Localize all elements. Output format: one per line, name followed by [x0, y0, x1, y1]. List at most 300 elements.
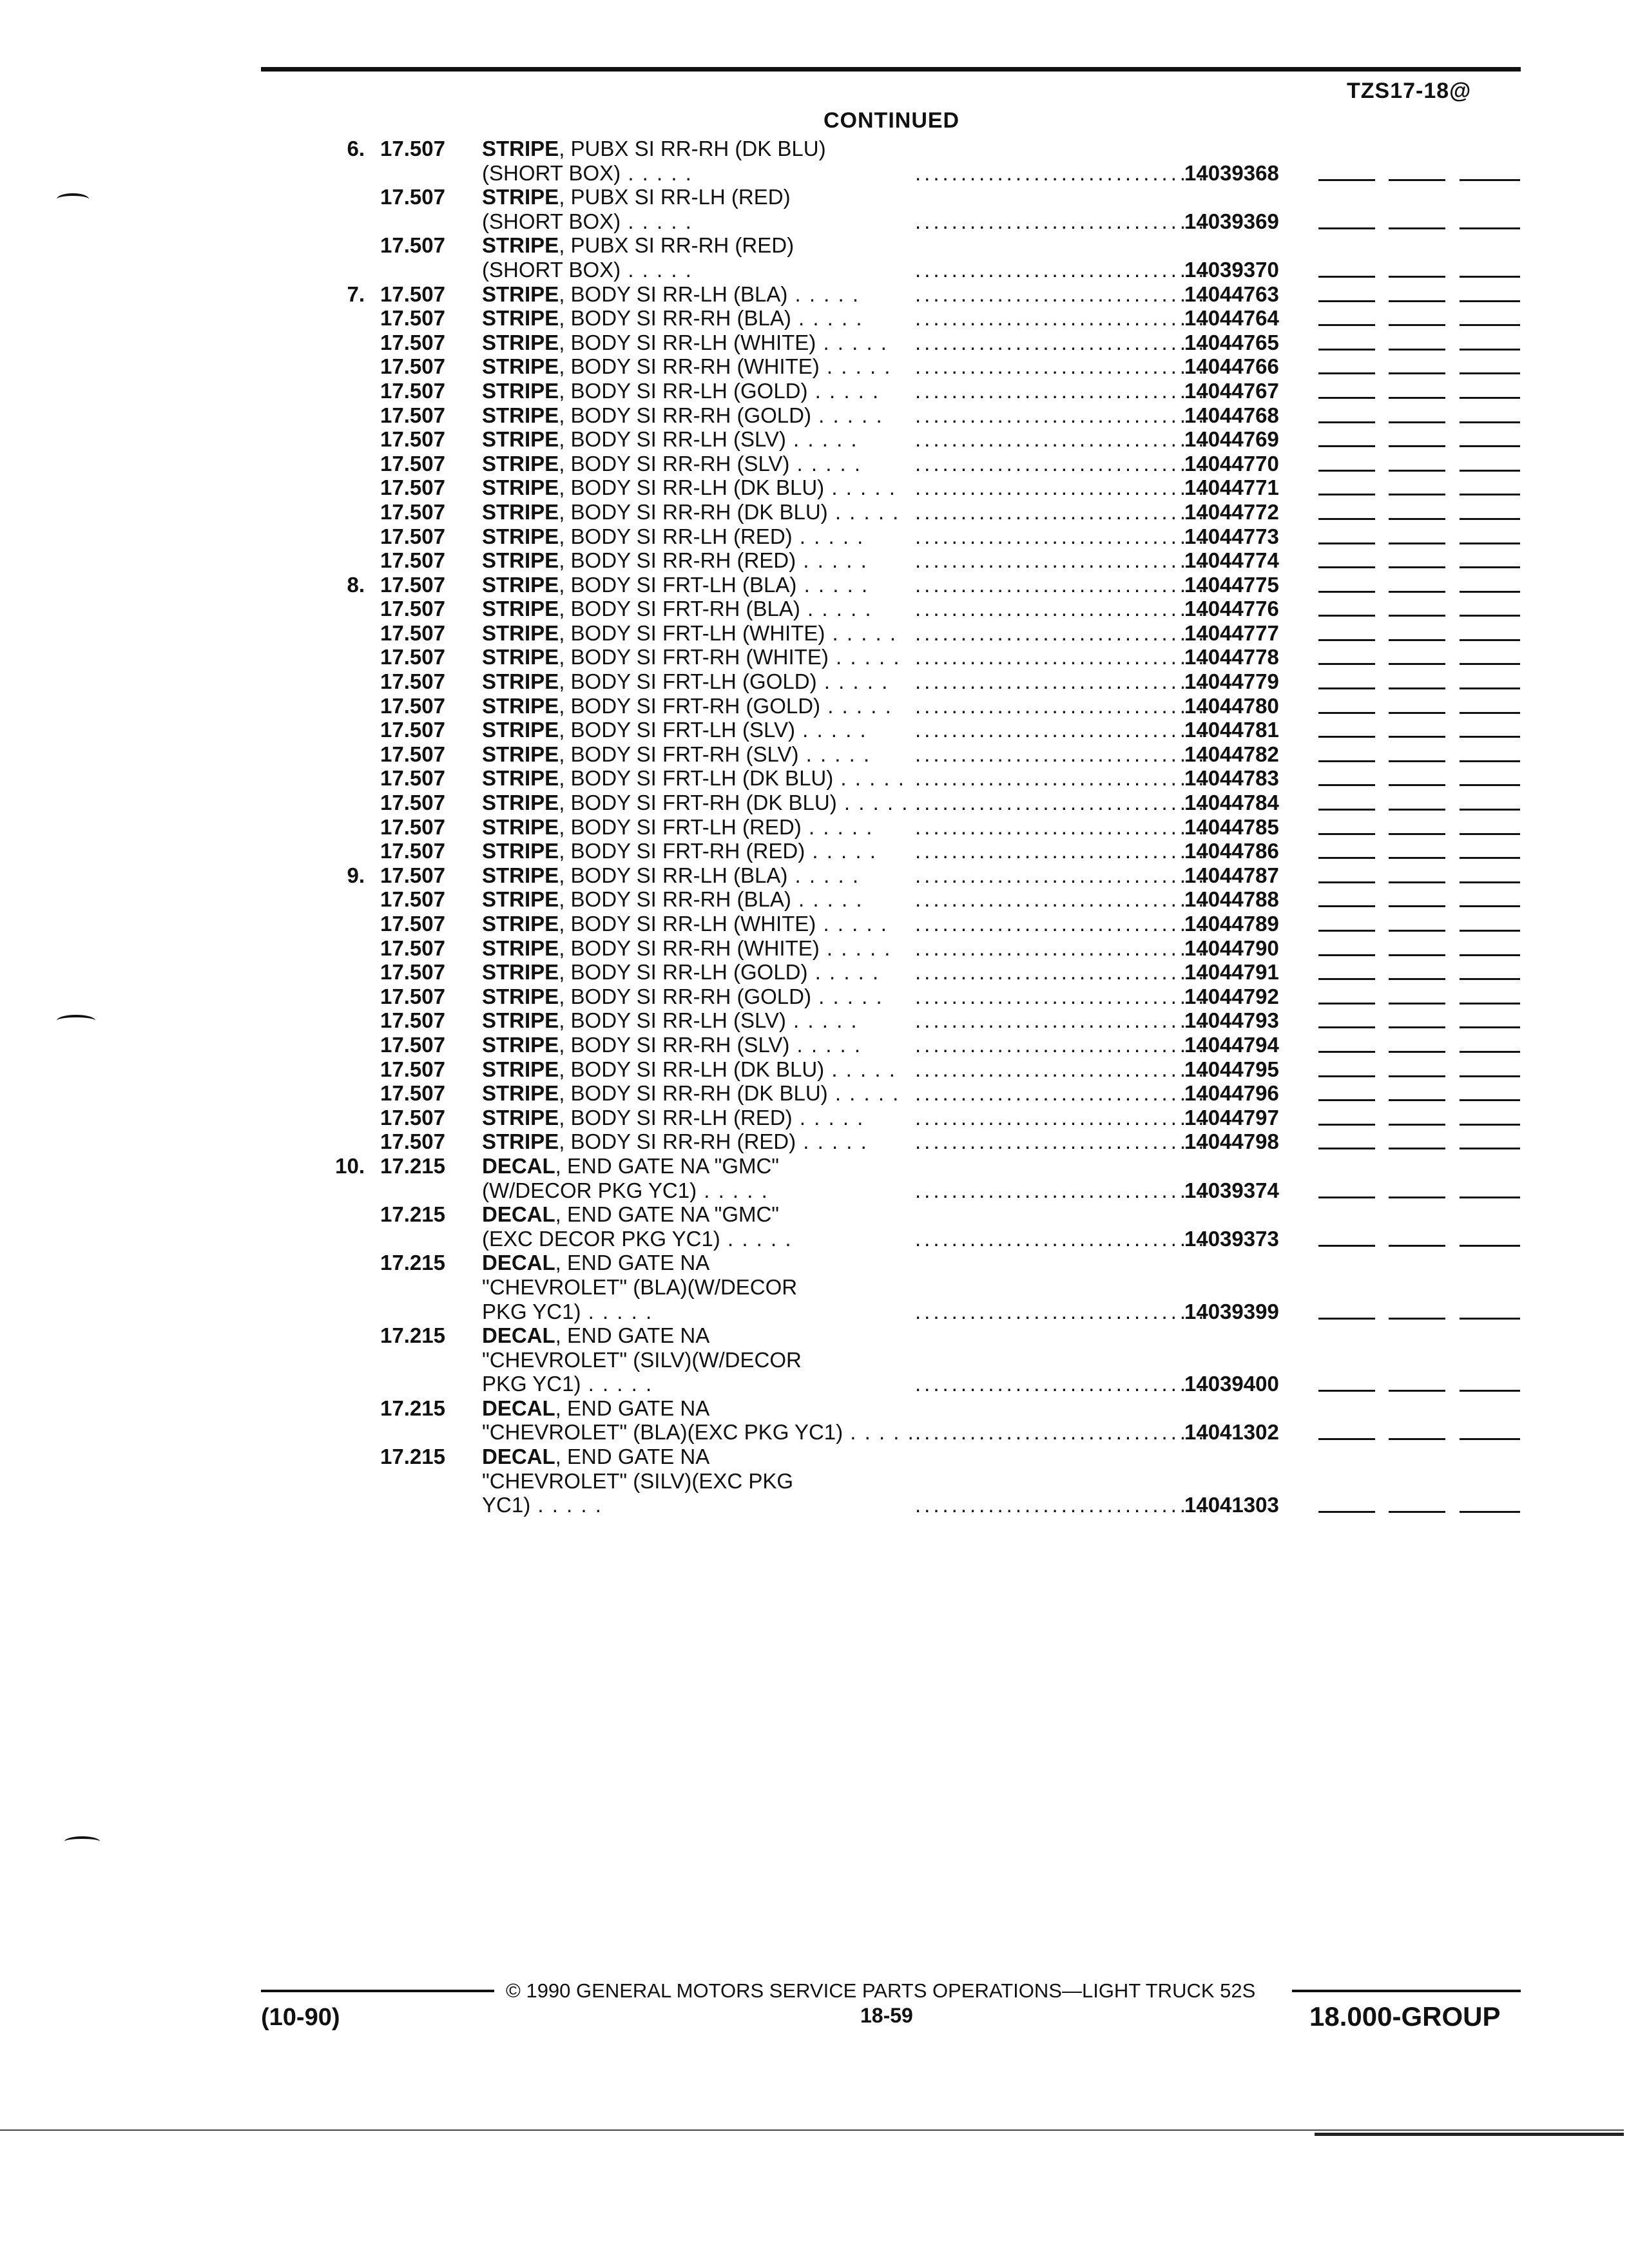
group-number: 17.507	[380, 1081, 445, 1106]
part-name: STRIPE	[482, 863, 559, 887]
leader-dots: . . . . .	[811, 403, 883, 427]
quantity-blank	[1318, 470, 1375, 472]
group-number: 17.507	[380, 137, 445, 160]
quantity-blank	[1389, 324, 1445, 326]
quantity-blank	[1460, 639, 1520, 641]
header-rule	[261, 67, 1521, 72]
leader-dots: ................................	[915, 1493, 1208, 1517]
part-name: STRIPE	[482, 620, 559, 645]
quantity-blank	[1389, 857, 1445, 859]
part-name: STRIPE	[482, 984, 559, 1008]
quantity-blank	[1318, 1075, 1375, 1077]
group-number: 17.215	[380, 1251, 445, 1275]
part-number: 14044791	[1184, 960, 1279, 985]
leader-dots: ................................	[915, 960, 1208, 985]
leader-dots: ................................	[915, 742, 1208, 766]
quantity-blank	[1389, 1148, 1445, 1149]
part-description	[482, 379, 880, 403]
part-number: 14039399	[1184, 1299, 1279, 1323]
part-number: 14044795	[1184, 1057, 1279, 1081]
part-detail: "CHEVROLET" (SILV)(EXC PKG	[482, 1468, 794, 1493]
part-name: STRIPE	[482, 1032, 559, 1057]
part-description	[482, 815, 873, 840]
group-number: 17.215	[380, 1396, 445, 1420]
leader-dots: ................................	[915, 330, 1208, 354]
binder-hole-mark	[64, 1836, 100, 1847]
item-index: 6.	[347, 137, 365, 160]
part-description	[482, 452, 862, 476]
part-detail: , BODY SI RR-RH (BLA)	[559, 887, 791, 912]
part-description	[482, 1396, 709, 1421]
part-number: 14044779	[1184, 669, 1279, 694]
leader-dots: ................................	[915, 814, 1208, 839]
leader-dots: . . . . .	[697, 1178, 769, 1202]
group-number: 17.507	[380, 306, 445, 331]
leader-dots: ................................	[915, 839, 1208, 863]
leader-dots: . . . . .	[789, 451, 862, 476]
part-detail: , BODY SI FRT-LH (WHITE)	[559, 620, 825, 645]
leader-dots: ................................	[915, 1420, 1208, 1445]
group-number: 17.507	[380, 1105, 445, 1129]
quantity-blank	[1389, 833, 1445, 835]
table-row	[0, 1420, 1629, 1445]
table-row	[0, 379, 1629, 403]
part-name: STRIPE	[482, 1129, 559, 1154]
part-description	[482, 1178, 769, 1203]
part-description	[482, 887, 863, 912]
leader-dots: . . . . .	[786, 427, 858, 452]
part-description	[482, 1420, 915, 1445]
leader-dots: ................................	[915, 887, 1208, 912]
part-detail: , END GATE NA	[555, 1396, 710, 1420]
part-description	[482, 1154, 779, 1178]
part-description	[482, 354, 891, 379]
part-detail: , BODY SI FRT-RH (BLA)	[559, 597, 800, 621]
part-number: 14044772	[1184, 499, 1279, 524]
part-number: 14044775	[1184, 572, 1279, 597]
leader-dots: ................................	[915, 863, 1208, 887]
leader-dots: ................................	[915, 524, 1208, 548]
part-description	[482, 1033, 862, 1057]
group-number: 17.507	[380, 693, 445, 718]
table-row	[0, 1033, 1629, 1057]
part-detail: , PUBX SI RR-RH (RED)	[559, 233, 795, 258]
group-number: 17.507	[380, 984, 445, 1008]
quantity-blank	[1318, 518, 1375, 520]
table-row	[0, 500, 1629, 524]
quantity-blank	[1318, 954, 1375, 956]
table-row	[0, 936, 1629, 961]
quantity-blank	[1318, 1511, 1375, 1513]
part-name: STRIPE	[482, 645, 559, 669]
quantity-blank	[1460, 1075, 1520, 1077]
part-name: STRIPE	[482, 282, 559, 306]
part-description	[482, 1469, 793, 1494]
group-number: 17.507	[380, 282, 445, 306]
leader-dots: ................................	[915, 620, 1208, 645]
part-description	[482, 233, 794, 258]
part-name: STRIPE	[482, 137, 559, 160]
part-name: STRIPE	[482, 451, 559, 476]
leader-dots: ................................	[915, 282, 1208, 306]
part-detail: , BODY SI RR-RH (SLV)	[559, 451, 790, 476]
quantity-blank	[1318, 179, 1375, 181]
part-description	[482, 1081, 900, 1106]
quantity-blank	[1460, 349, 1520, 351]
quantity-blank	[1318, 784, 1375, 786]
leader-dots: . . . . .	[621, 209, 693, 233]
part-description	[482, 936, 891, 961]
quantity-blank	[1460, 397, 1520, 399]
quantity-blank	[1318, 639, 1375, 641]
leader-dots: ................................	[915, 1226, 1208, 1251]
part-name: STRIPE	[482, 1057, 559, 1081]
quantity-blank	[1460, 1438, 1520, 1440]
quantity-blank	[1460, 372, 1520, 374]
quantity-blank	[1389, 372, 1445, 374]
table-row	[0, 476, 1629, 500]
group-number: 17.507	[380, 620, 445, 645]
part-name: STRIPE	[482, 669, 559, 694]
part-description	[482, 1300, 653, 1324]
quantity-blank	[1389, 543, 1445, 544]
quantity-blank	[1318, 905, 1375, 907]
part-detail: , BODY SI RR-LH (DK BLU)	[559, 476, 825, 500]
part-description	[482, 1129, 868, 1154]
part-number: 14044780	[1184, 693, 1279, 718]
quantity-blank	[1460, 809, 1520, 811]
scan-edge-line	[0, 2129, 1624, 2131]
part-description	[482, 1493, 602, 1517]
quantity-blank	[1389, 639, 1445, 641]
part-description	[482, 573, 869, 597]
part-number: 14044796	[1184, 1081, 1279, 1106]
group-number: 17.507	[380, 378, 445, 403]
part-description	[482, 645, 901, 669]
part-description	[482, 839, 877, 863]
part-detail: (SHORT BOX)	[482, 209, 621, 233]
group-number: 17.507	[380, 645, 445, 669]
quantity-blank	[1460, 687, 1520, 689]
table-row	[0, 306, 1629, 331]
part-description	[482, 985, 883, 1009]
part-detail: , END GATE NA "GMC"	[555, 1153, 780, 1178]
table-row	[0, 573, 1629, 597]
quantity-blank	[1389, 397, 1445, 399]
quantity-blank	[1389, 1196, 1445, 1198]
table-row	[0, 209, 1629, 234]
quantity-blank	[1389, 1390, 1445, 1392]
quantity-blank	[1389, 276, 1445, 278]
quantity-blank	[1318, 1245, 1375, 1247]
quantity-blank	[1318, 809, 1375, 811]
table-row	[0, 354, 1629, 379]
part-name: STRIPE	[482, 427, 559, 452]
quantity-blank	[1389, 1245, 1445, 1247]
leader-dots: ................................	[915, 209, 1208, 233]
part-number: 14044763	[1184, 282, 1279, 306]
quantity-blank	[1318, 276, 1375, 278]
leader-dots: . . . . .	[787, 863, 860, 887]
quantity-blank	[1460, 881, 1520, 883]
item-index: 9.	[347, 863, 365, 887]
table-row	[0, 766, 1629, 791]
group-number: 17.507	[380, 1129, 445, 1154]
quantity-blank	[1389, 760, 1445, 762]
quantity-blank	[1389, 1124, 1445, 1126]
part-number: 14044785	[1184, 814, 1279, 839]
part-name: STRIPE	[482, 766, 559, 791]
table-row	[0, 694, 1629, 718]
quantity-blank	[1318, 1051, 1375, 1053]
leader-dots: . . . . .	[827, 1081, 900, 1106]
part-number: 14039369	[1184, 209, 1279, 233]
part-description	[482, 1348, 802, 1372]
part-number: 14039373	[1184, 1226, 1279, 1251]
leader-dots: . . . . .	[796, 572, 869, 597]
item-index: 7.	[347, 282, 365, 306]
part-name: STRIPE	[482, 306, 559, 331]
group-number: 17.507	[380, 330, 445, 354]
part-description	[482, 597, 872, 621]
leader-dots: ................................	[915, 693, 1208, 718]
leader-dots: . . . . .	[805, 839, 877, 863]
group-number: 17.507	[380, 451, 445, 476]
quantity-blank	[1318, 663, 1375, 665]
page-number: 18-59	[860, 2004, 913, 2027]
part-description	[482, 1057, 896, 1082]
leader-dots: ................................	[915, 1105, 1208, 1129]
quantity-blank	[1389, 978, 1445, 980]
quantity-blank	[1318, 445, 1375, 447]
quantity-blank	[1389, 1099, 1445, 1101]
date-code: (10-90)	[261, 2004, 340, 2031]
part-name: STRIPE	[482, 233, 559, 258]
leader-dots: . . . . .	[581, 1372, 653, 1396]
group-number: 17.215	[380, 1323, 445, 1348]
group-number: 17.507	[380, 597, 445, 621]
quantity-blank	[1318, 833, 1375, 835]
leader-dots: . . . . .	[807, 960, 880, 985]
quantity-blank	[1318, 421, 1375, 423]
quantity-blank	[1460, 1511, 1520, 1513]
group-number: 17.507	[380, 669, 445, 694]
quantity-blank	[1460, 930, 1520, 932]
part-name: STRIPE	[482, 403, 559, 427]
part-name: DECAL	[482, 1251, 555, 1275]
quantity-blank	[1389, 518, 1445, 520]
quantity-blank	[1389, 1051, 1445, 1053]
part-detail: "CHEVROLET" (SILV)(W/DECOR	[482, 1347, 802, 1372]
part-detail: , END GATE NA	[555, 1445, 710, 1469]
part-description	[482, 306, 863, 331]
table-row	[0, 1300, 1629, 1324]
part-number: 14044792	[1184, 984, 1279, 1008]
leader-dots: ................................	[915, 403, 1208, 427]
quantity-blank	[1318, 712, 1375, 714]
part-number: 14044765	[1184, 330, 1279, 354]
part-description	[482, 960, 880, 985]
quantity-blank	[1389, 1511, 1445, 1513]
leader-dots: . . . . .	[800, 597, 872, 621]
part-detail: , BODY SI RR-LH (BLA)	[559, 863, 788, 887]
table-row	[0, 621, 1629, 646]
part-detail: , BODY SI RR-RH (RED)	[559, 548, 796, 573]
part-number: 14044771	[1184, 476, 1279, 500]
part-number: 14044784	[1184, 791, 1279, 815]
part-number: 14044777	[1184, 620, 1279, 645]
part-detail: , BODY SI FRT-LH (RED)	[559, 814, 802, 839]
part-number: 14039400	[1184, 1372, 1279, 1396]
part-detail: , END GATE NA	[555, 1251, 710, 1275]
table-row	[0, 1348, 1629, 1372]
quantity-blank	[1460, 1148, 1520, 1149]
leader-dots: ................................	[915, 572, 1208, 597]
table-row	[0, 282, 1629, 307]
table-row	[0, 1057, 1629, 1082]
leader-dots: . . . . .	[819, 936, 892, 960]
quantity-blank	[1460, 615, 1520, 617]
quantity-blank	[1460, 494, 1520, 495]
part-description	[482, 1008, 858, 1033]
table-row	[0, 742, 1629, 767]
quantity-blank	[1460, 1318, 1520, 1320]
quantity-blank	[1318, 591, 1375, 593]
quantity-blank	[1318, 857, 1375, 859]
part-detail: (W/DECOR PKG YC1)	[482, 1178, 697, 1202]
quantity-blank	[1460, 736, 1520, 738]
quantity-blank	[1389, 954, 1445, 956]
part-detail: , BODY SI FRT-LH (GOLD)	[559, 669, 817, 694]
part-name: STRIPE	[482, 185, 559, 209]
part-number: 14044767	[1184, 378, 1279, 403]
part-name: STRIPE	[482, 476, 559, 500]
group-number: 17.507	[380, 524, 445, 548]
quantity-blank	[1318, 349, 1375, 351]
part-number: 14044793	[1184, 1008, 1279, 1033]
part-description	[482, 427, 858, 452]
table-row	[0, 524, 1629, 549]
quantity-blank	[1318, 930, 1375, 932]
part-name: STRIPE	[482, 791, 559, 815]
group-number: 17.507	[380, 839, 445, 863]
quantity-blank	[1460, 470, 1520, 472]
quantity-blank	[1460, 784, 1520, 786]
leader-dots: ................................	[915, 1057, 1208, 1081]
table-row	[0, 1493, 1629, 1517]
part-detail: , BODY SI FRT-LH (DK BLU)	[559, 766, 834, 791]
leader-dots: . . . . .	[621, 160, 693, 185]
quantity-blank	[1389, 712, 1445, 714]
part-name: STRIPE	[482, 330, 559, 354]
part-description	[482, 669, 889, 694]
leader-dots: ................................	[915, 378, 1208, 403]
table-row	[0, 718, 1629, 742]
part-description	[482, 1106, 864, 1130]
part-detail: , BODY SI FRT-RH (DK BLU)	[559, 791, 837, 815]
part-name: STRIPE	[482, 499, 559, 524]
part-detail: YC1)	[482, 1493, 531, 1517]
table-row	[0, 1008, 1629, 1033]
quantity-blank	[1460, 1051, 1520, 1053]
quantity-blank	[1389, 615, 1445, 617]
quantity-blank	[1389, 591, 1445, 593]
quantity-blank	[1318, 1318, 1375, 1320]
group-number: 17.507	[380, 403, 445, 427]
part-number: 14044776	[1184, 597, 1279, 621]
part-name: STRIPE	[482, 839, 559, 863]
part-name: STRIPE	[482, 936, 559, 960]
part-detail: , BODY SI RR-RH (SLV)	[559, 1032, 790, 1057]
part-detail: , BODY SI FRT-LH (SLV)	[559, 718, 795, 742]
quantity-blank	[1318, 1148, 1375, 1149]
part-number: 14044769	[1184, 427, 1279, 452]
part-name: STRIPE	[482, 597, 559, 621]
leader-dots: . . . . .	[787, 282, 860, 306]
group-number: 17.507	[380, 912, 445, 936]
leader-dots: . . . . .	[796, 548, 868, 573]
group-number: 17.215	[380, 1153, 445, 1178]
group-number: 17.507	[380, 499, 445, 524]
quantity-blank	[1389, 1026, 1445, 1028]
leader-dots: . . . . .	[792, 524, 865, 548]
quantity-blank	[1460, 276, 1520, 278]
part-description	[482, 1372, 653, 1396]
table-row	[0, 452, 1629, 476]
part-description	[482, 694, 892, 718]
part-detail: PKG YC1)	[482, 1299, 581, 1323]
part-description	[482, 621, 897, 646]
part-detail: , BODY SI RR-RH (WHITE)	[559, 936, 820, 960]
quantity-blank	[1460, 857, 1520, 859]
part-name: STRIPE	[482, 378, 559, 403]
quantity-blank	[1318, 1124, 1375, 1126]
part-description	[482, 912, 888, 936]
leader-dots: . . . . .	[824, 476, 896, 500]
quantity-blank	[1389, 930, 1445, 932]
table-row	[0, 597, 1629, 621]
part-detail: , BODY SI RR-LH (GOLD)	[559, 378, 808, 403]
leader-dots: . . . . .	[798, 742, 871, 766]
part-detail: "CHEVROLET" (BLA)(W/DECOR	[482, 1274, 798, 1299]
quantity-blank	[1318, 1390, 1375, 1392]
part-name: DECAL	[482, 1396, 555, 1420]
part-detail: , BODY SI RR-RH (RED)	[559, 1129, 796, 1154]
quantity-blank	[1460, 324, 1520, 326]
table-row	[0, 233, 1629, 258]
leader-dots: ................................	[915, 306, 1208, 331]
leader-dots: . . . . .	[816, 330, 888, 354]
leader-dots: . . . . .	[530, 1493, 602, 1517]
quantity-blank	[1318, 227, 1375, 229]
table-row	[0, 1227, 1629, 1251]
leader-dots: ................................	[915, 1299, 1208, 1323]
quantity-blank	[1318, 1438, 1375, 1440]
part-description	[482, 791, 909, 815]
leader-dots: ................................	[915, 1081, 1208, 1106]
quantity-blank	[1318, 566, 1375, 568]
part-name: STRIPE	[482, 1081, 559, 1106]
part-description	[482, 137, 826, 161]
part-detail: , BODY SI FRT-RH (WHITE)	[559, 645, 829, 669]
group-number: 17.507	[380, 936, 445, 960]
table-row	[0, 1445, 1629, 1469]
leader-dots: . . . . .	[792, 1105, 865, 1129]
group-number: 17.507	[380, 791, 445, 815]
quantity-blank	[1389, 179, 1445, 181]
quantity-blank	[1389, 784, 1445, 786]
footer-rule-right	[1292, 1990, 1521, 1992]
